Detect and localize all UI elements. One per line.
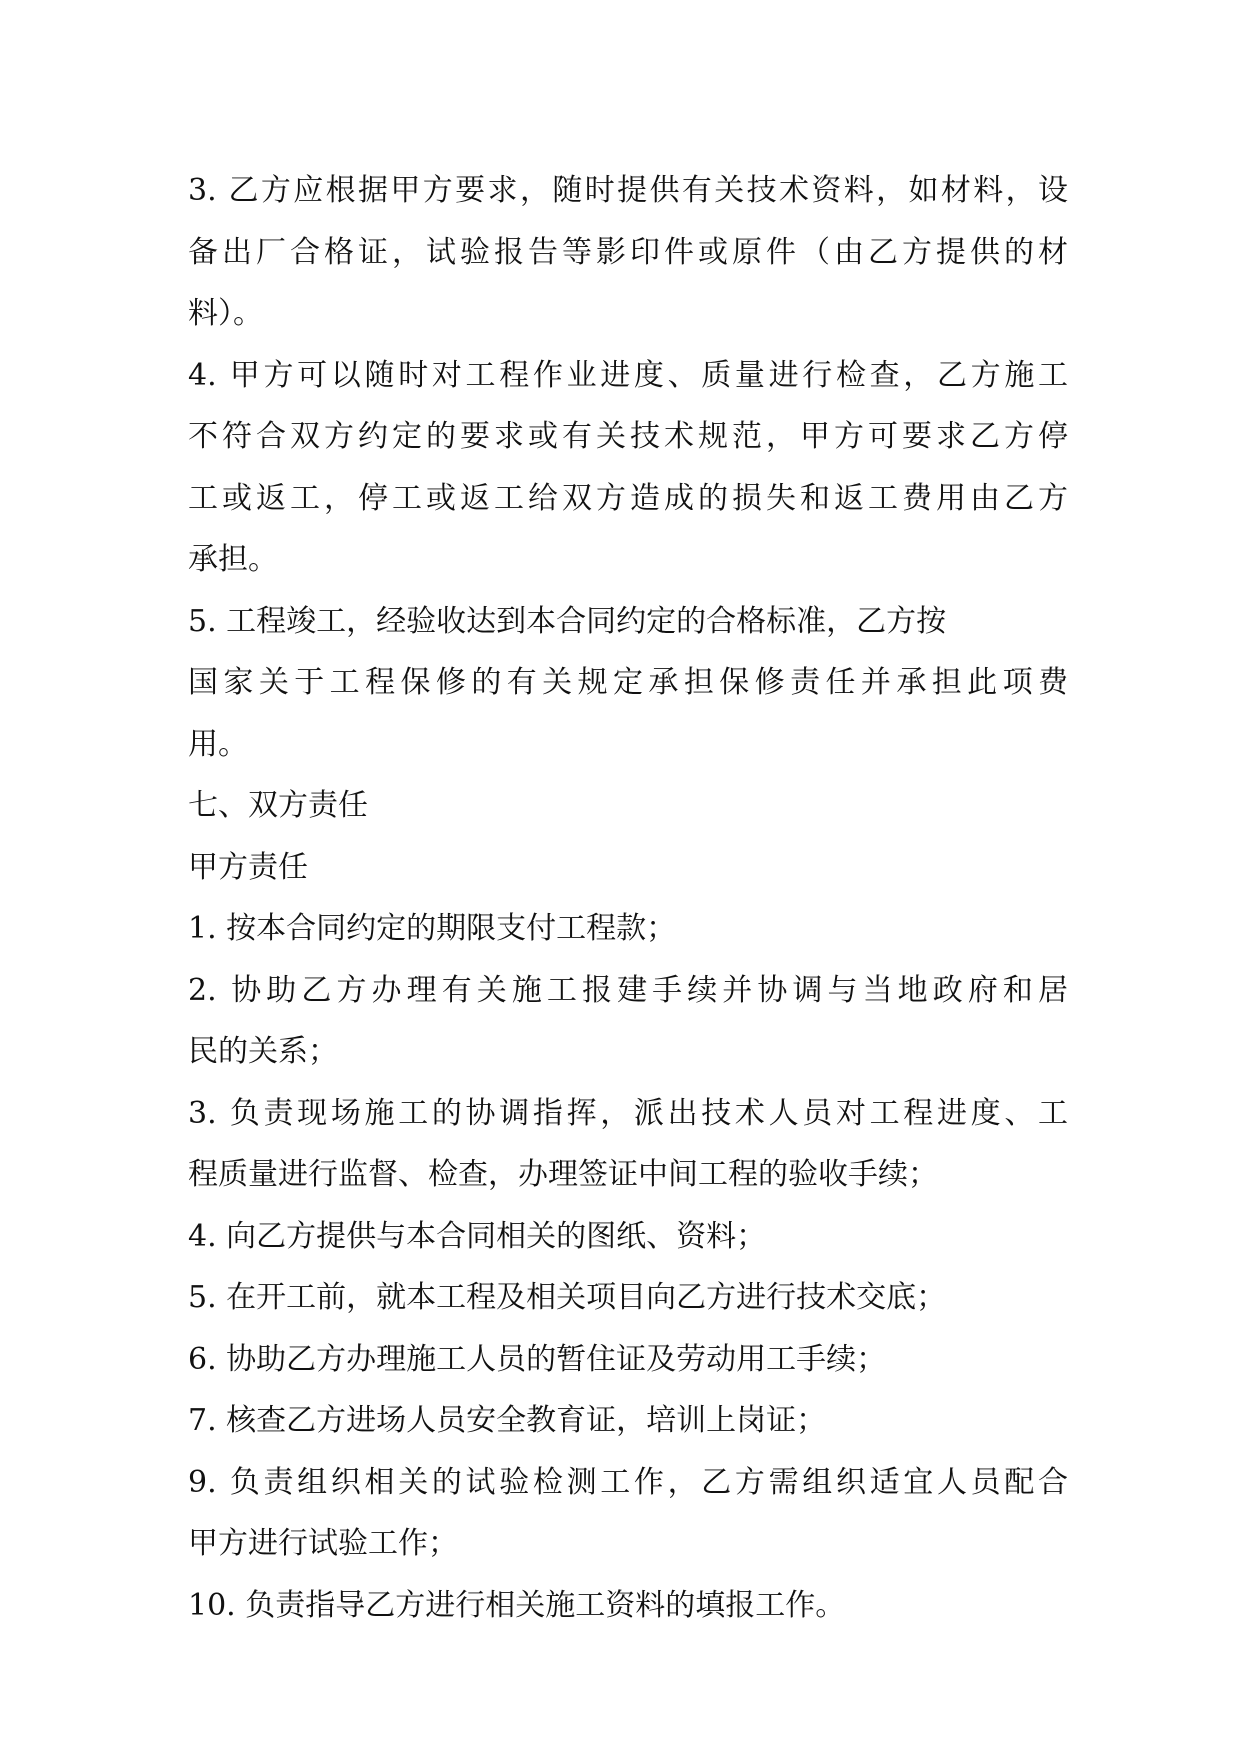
text-line: 用。 [188,726,248,762]
text-line: 备出厂合格证，试验报告等影印件或原件（由乙方提供的材 [188,234,1068,270]
section-heading: 七、双方责任 [188,788,368,823]
text-line: 3. 负责现场施工的协调指挥，派出技术人员对工程进度、工 [188,1095,1068,1131]
text-line: 5. 在开工前，就本工程及相关项目向乙方进行技术交底； [188,1280,947,1315]
text-line: 甲方进行试验工作； [188,1526,458,1561]
text-line: 5. 工程竣工，经验收达到本合同约定的合格标准，乙方按 [188,603,947,639]
text-line: 民的关系； [188,1034,338,1069]
text-line: 承担。 [188,542,278,577]
text-line: 国家关于工程保修的有关规定承担保修责任并承担此项费 [188,665,1068,700]
subsection-heading: 甲方责任 [188,849,308,885]
text-line: 3. 乙方应根据甲方要求，随时提供有关技术资料，如材料，设 [188,173,1068,208]
text-line: 9. 负责组织相关的试验检测工作，乙方需组织适宜人员配合 [188,1464,1068,1500]
text-line: 1. 按本合同约定的期限支付工程款； [188,911,677,946]
text-line: 7. 核查乙方进场人员安全教育证，培训上岗证； [188,1403,827,1438]
text-line: 4. 向乙方提供与本合同相关的图纸、资料； [188,1218,767,1254]
text-line: 料）。 [188,296,263,331]
document-body [188,160,1068,1636]
text-line: 2. 协助乙方办理有关施工报建手续并协调与当地政府和居 [188,972,1068,1008]
text-line: 10. 负责指导乙方进行相关施工资料的填报工作。 [188,1587,846,1623]
text-line: 工或返工，停工或返工给双方造成的损失和返工费用由乙方 [188,480,1068,516]
text-line: 程质量进行监督、检查，办理签证中间工程的验收手续； [188,1157,938,1192]
text-line: 4. 甲方可以随时对工程作业进度、质量进行检查，乙方施工 [188,357,1068,393]
text-line: 不符合双方约定的要求或有关技术规范，甲方可要求乙方停 [188,419,1068,454]
text-line: 6. 协助乙方办理施工人员的暂住证及劳动用工手续； [188,1341,887,1377]
